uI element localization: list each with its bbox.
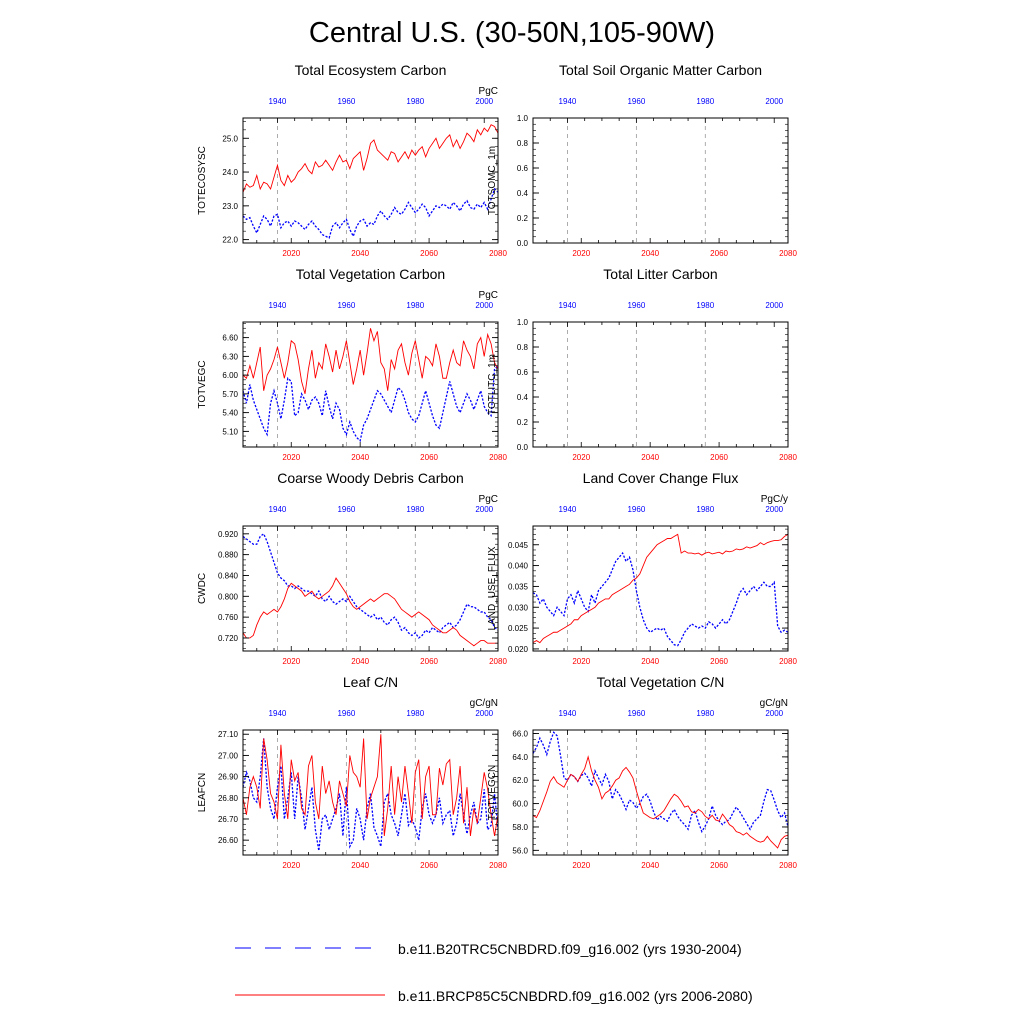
x-tick-label-bottom: 2040: [641, 861, 660, 870]
x-tick-label-top: 1940: [558, 301, 577, 310]
x-tick-label-top: 1980: [696, 301, 715, 310]
x-tick-label-bottom: 2020: [572, 249, 591, 258]
x-tick-label-bottom: 2080: [489, 861, 507, 870]
y-tick-label: 27.10: [217, 730, 238, 740]
units-label: PgC: [478, 86, 498, 97]
x-tick-label-bottom: 2040: [641, 657, 660, 666]
y-tick-label: 1.0: [516, 318, 528, 327]
x-tick-label-top: 1940: [268, 97, 287, 106]
x-tick-label-bottom: 2040: [351, 249, 370, 258]
y-tick-label: 6.00: [222, 371, 238, 381]
y-tick-label: 26.60: [217, 836, 238, 846]
x-tick-label-bottom: 2060: [710, 861, 728, 870]
y-tick-label: 26.70: [217, 814, 238, 824]
x-tick-label-bottom: 2080: [489, 657, 507, 666]
units-label: PgC/y: [760, 494, 788, 505]
x-tick-label-top: 1940: [268, 709, 287, 718]
y-tick-label: 5.10: [222, 427, 238, 437]
x-tick-label-bottom: 2040: [351, 453, 370, 462]
x-tick-label-top: 1980: [696, 505, 715, 514]
main-title: Central U.S. (30-50N,105-90W): [308, 17, 716, 49]
legend-label-future: b.e11.BRCP85C5CNBDRD.f09_g16.002 (yrs 2006-2080): [398, 988, 753, 1004]
y-tick-label: 0.880: [217, 550, 238, 560]
y-tick-label: 23.0: [222, 201, 238, 211]
units-label: PgC: [478, 494, 498, 505]
y-tick-label: 60.0: [512, 799, 528, 809]
x-tick-label-bottom: 2060: [710, 249, 728, 258]
x-tick-label-top: 1940: [268, 301, 287, 310]
y-axis-label: TOTSOMC_1m: [487, 145, 498, 216]
x-tick-label-bottom: 2020: [572, 453, 591, 462]
y-tick-label: 0.6: [516, 368, 528, 377]
x-tick-label-bottom: 2060: [420, 657, 438, 666]
y-tick-label: 56.0: [512, 846, 528, 856]
x-tick-label-bottom: 2040: [351, 861, 370, 870]
x-tick-label-bottom: 2020: [282, 861, 301, 870]
x-tick-label-top: 1980: [406, 709, 425, 718]
x-tick-label-top: 1980: [406, 301, 425, 310]
y-tick-label: 66.0: [512, 729, 528, 739]
y-tick-label: 0.030: [507, 603, 528, 613]
y-tick-label: 0.4: [516, 393, 528, 402]
x-tick-label-bottom: 2020: [572, 657, 591, 666]
x-tick-label-bottom: 2060: [420, 249, 438, 258]
y-axis-label: CWDC: [197, 572, 208, 605]
y-tick-label: 5.40: [222, 408, 238, 418]
y-tick-label: 27.00: [217, 751, 238, 761]
y-tick-label: 6.60: [222, 333, 238, 343]
y-tick-label: 64.0: [512, 752, 528, 762]
x-tick-label-bottom: 2020: [282, 453, 301, 462]
x-tick-label-bottom: 2040: [641, 249, 660, 258]
panel-title: Leaf C/N: [342, 674, 399, 690]
y-tick-label: 0.040: [507, 561, 528, 571]
y-tick-label: 1.0: [516, 114, 528, 123]
x-tick-label-bottom: 2040: [641, 453, 660, 462]
y-axis-label: LAND_USE_FLUX: [487, 546, 498, 631]
x-tick-label-top: 1940: [558, 709, 577, 718]
x-tick-label-bottom: 2060: [420, 453, 438, 462]
y-tick-label: 0.2: [516, 418, 528, 427]
x-tick-label-top: 1980: [696, 97, 715, 106]
panel-title: Total Soil Organic Matter Carbon: [558, 62, 763, 78]
x-tick-label-top: 2000: [765, 97, 784, 106]
units-label: gC/gN: [469, 698, 498, 709]
x-tick-label-bottom: 2060: [710, 453, 728, 462]
panel-title: Total Vegetation C/N: [596, 674, 725, 690]
x-tick-label-top: 1960: [627, 97, 646, 106]
x-tick-label-top: 1940: [558, 505, 577, 514]
panel-title: Coarse Woody Debris Carbon: [277, 470, 464, 486]
x-tick-label-top: 1960: [337, 505, 356, 514]
y-tick-label: 0.800: [217, 592, 238, 602]
y-tick-label: 6.30: [222, 352, 238, 362]
y-tick-label: 0.045: [507, 540, 528, 550]
x-tick-label-bottom: 2080: [779, 657, 797, 666]
units-label: gC/gN: [759, 698, 788, 709]
y-tick-label: 22.0: [222, 235, 238, 245]
legend-label-historical: b.e11.B20TRC5CNBDRD.f09_g16.002 (yrs 1930-2004): [398, 941, 742, 957]
y-tick-label: 24.0: [222, 168, 238, 178]
y-tick-label: 26.90: [217, 772, 238, 782]
y-tick-label: 0.840: [217, 571, 238, 581]
panel-title: Total Ecosystem Carbon: [294, 62, 447, 78]
y-axis-label: TOTVEGCN: [487, 764, 498, 821]
y-tick-label: 0.720: [217, 633, 238, 643]
y-tick-label: 0.020: [507, 644, 528, 654]
x-tick-label-top: 1960: [337, 97, 356, 106]
x-tick-label-bottom: 2060: [710, 657, 728, 666]
x-tick-label-top: 1940: [268, 505, 287, 514]
x-tick-label-top: 1980: [406, 505, 425, 514]
y-tick-label: 0.035: [507, 582, 528, 592]
x-tick-label-bottom: 2080: [779, 861, 797, 870]
y-axis-label: LEAFCN: [197, 772, 208, 813]
x-tick-label-top: 1960: [627, 505, 646, 514]
y-tick-label: 0.920: [217, 529, 238, 539]
y-tick-label: 58.0: [512, 822, 528, 832]
x-tick-label-bottom: 2080: [489, 249, 507, 258]
x-tick-label-top: 1960: [627, 709, 646, 718]
y-tick-label: 0.6: [516, 164, 528, 173]
y-tick-label: 0.2: [516, 214, 528, 223]
y-tick-label: 0.025: [507, 624, 528, 634]
x-tick-label-bottom: 2020: [282, 249, 301, 258]
y-tick-label: 5.70: [222, 389, 238, 399]
x-tick-label-top: 1940: [558, 97, 577, 106]
y-tick-label: 0.760: [217, 613, 238, 623]
x-tick-label-top: 2000: [765, 505, 784, 514]
x-tick-label-bottom: 2080: [489, 453, 507, 462]
y-tick-label: 0.4: [516, 189, 528, 198]
x-tick-label-top: 2000: [475, 505, 494, 514]
x-tick-label-bottom: 2020: [572, 861, 591, 870]
panel-title: Total Litter Carbon: [603, 266, 718, 282]
y-tick-label: 0.0: [516, 443, 528, 452]
x-tick-label-bottom: 2080: [779, 453, 797, 462]
x-tick-label-bottom: 2020: [282, 657, 301, 666]
x-tick-label-top: 1960: [627, 301, 646, 310]
x-tick-label-top: 1980: [696, 709, 715, 718]
x-tick-label-bottom: 2040: [351, 657, 370, 666]
panel-title: Land Cover Change Flux: [582, 470, 739, 486]
x-tick-label-top: 1960: [337, 301, 356, 310]
y-axis-label: TOTVEGC: [197, 360, 208, 409]
y-tick-label: 0.8: [516, 139, 528, 148]
x-tick-label-top: 2000: [475, 301, 494, 310]
x-tick-label-bottom: 2080: [779, 249, 797, 258]
x-tick-label-top: 2000: [765, 709, 784, 718]
x-tick-label-top: 2000: [475, 97, 494, 106]
y-axis-label: TOTLITC_1m: [487, 354, 498, 415]
x-tick-label-top: 2000: [475, 709, 494, 718]
y-tick-label: 0.8: [516, 343, 528, 352]
x-tick-label-bottom: 2060: [420, 861, 438, 870]
y-axis-label: TOTECOSYSC: [197, 146, 208, 215]
units-label: PgC: [478, 290, 498, 301]
panel-title: Total Vegetation Carbon: [295, 266, 446, 282]
y-tick-label: 25.0: [222, 134, 238, 144]
y-tick-label: 62.0: [512, 776, 528, 786]
x-tick-label-top: 2000: [765, 301, 784, 310]
x-tick-label-top: 1980: [406, 97, 425, 106]
y-tick-label: 26.80: [217, 793, 238, 803]
y-tick-label: 0.0: [516, 239, 528, 248]
x-tick-label-top: 1960: [337, 709, 356, 718]
